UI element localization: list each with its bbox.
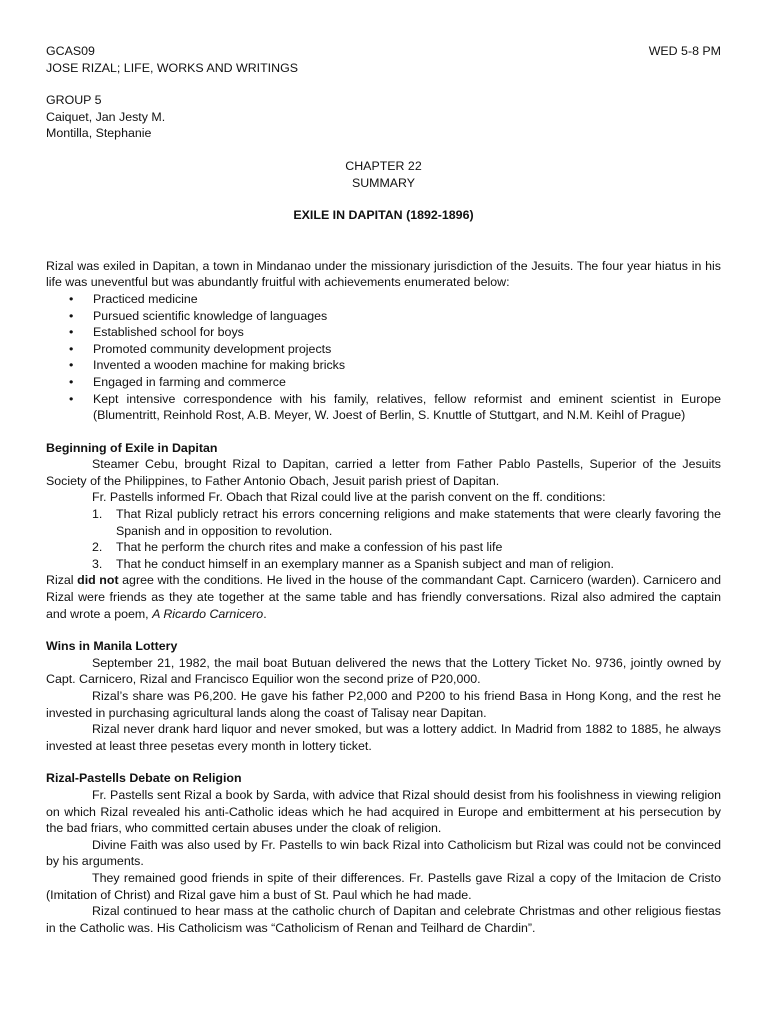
body-paragraph: Rizal continued to hear mass at the catholic church of Dapitan and celebrate Christmas and other religious fiestas in the Catholic was. His Catholicism was “Catholicism of Renan and Teilhard de Chardin”.	[46, 904, 721, 935]
document-content	[46, 43, 721, 936]
section-heading: Rizal-Pastells Debate on Religion	[46, 771, 242, 786]
body-paragraph: Steamer Cebu, brought Rizal to Dapitan, carried a letter from Father Pablo Pastells, Superior of the Jesuits Society of the Philippines, to Father Antonio Obach, Jesuit parish priest of Dapitan.	[46, 457, 721, 488]
list-item: 3. That he conduct himself in an exemplary manner as a Spanish subject and man of religion.	[92, 556, 614, 571]
body-paragraph: Fr. Pastells sent Rizal a book by Sarda, with advice that Rizal should desist from his foolishness in viewing religion on which Rizal revealed his anti-Catholic ideas which he had acquired in Europe and embitterment at his persecution by the bad friars, who committed certain abuses under the cloak of religion.	[46, 787, 721, 836]
list-item: • Engaged in farming and commerce	[46, 374, 721, 391]
list-item: • Established school for boys	[46, 324, 721, 341]
chapter-title: EXILE IN DAPITAN (1892-1896)	[293, 208, 474, 223]
list-item: 2. That he perform the church rites and make a confession of his past life	[92, 540, 503, 555]
list-item: • Kept intensive correspondence with his family, relatives, fellow reformist and eminent scientist in Europe (Blumentritt, Reinhold Rost, A.B. Meyer, W. Joest of Berlin, S. Knuttle of Stuttgart, and N.M. Keihl of Prague)	[46, 391, 721, 424]
body-paragraph: Rizal did not agree with the conditions. He lived in the house of the commandant Capt. Carnicero (warden). Carnicero and Rizal were friends as they ate together at the same table and has friendly conversations. Rizal also admired the captain and wrote a poem, A Ricardo Carnicero.	[46, 573, 721, 621]
list-item: • Promoted community development projects	[46, 341, 721, 358]
group-label: GROUP 5	[46, 93, 102, 108]
body-paragraph: Divine Faith was also used by Fr. Pastells to win back Rizal into Catholicism but Rizal was could not be convinced by his arguments.	[46, 837, 721, 869]
poem-title: A Ricardo Carnicero	[152, 606, 264, 621]
body-paragraph: Rizal’s share was P6,200. He gave his father P2,000 and P200 to his friend Basa in Hong Kong, and the rest he invested in purchasing agricultural lands along the coast of Talisay near Dapitan.	[46, 689, 721, 720]
course-code: GCAS09	[46, 44, 95, 58]
list-item: • Invented a wooden machine for making bricks	[46, 357, 721, 374]
achievements-list	[46, 291, 721, 424]
list-item: • Pursued scientific knowledge of languages	[46, 308, 721, 325]
group-member: Caiquet, Jan Jesty M.	[46, 109, 166, 124]
header-row	[46, 43, 721, 60]
list-item: • Practiced medicine	[46, 291, 721, 308]
course-title: JOSE RIZAL; LIFE, WORKS AND WRITINGS	[46, 60, 298, 75]
chapter-number: CHAPTER 22	[345, 158, 422, 173]
body-paragraph: Rizal never drank hard liquor and never smoked, but was a lottery addict. In Madrid from 1882 to 1885, he always invested at least three pesetas every month in lottery ticket.	[46, 722, 721, 753]
chapter-label: SUMMARY	[351, 175, 416, 190]
section-heading: Beginning of Exile in Dapitan	[46, 440, 218, 455]
body-paragraph: Fr. Pastells informed Fr. Obach that Rizal could live at the parish convent on the ff. conditions:	[92, 490, 606, 505]
class-schedule: WED 5-8 PM	[648, 44, 721, 58]
intro-paragraph: Rizal was exiled in Dapitan, a town in Mindanao under the missionary jurisdiction of the Jesuits. The four year hiatus in his life was uneventful but was abundantly fruitful with achievements enumerated below:	[46, 258, 721, 290]
body-paragraph: They remained good friends in spite of their differences. Fr. Pastells gave Rizal a copy of the Imitacion de Cristo (Imitation of Christ) and Rizal gave him a bust of St. Paul which he had made.	[46, 870, 721, 902]
conditions-list	[46, 506, 721, 572]
body-paragraph: September 21, 1982, the mail boat Butuan delivered the news that the Lottery Ticket No. 9736, jointly owned by Capt. Carnicero, Rizal and Francisco Equilior won the second prize of P20,000.	[46, 655, 721, 687]
list-item: 1. That Rizal publicly retract his errors concerning religions and make statements that were clearly favoring the Spanish and in opposition to revolution.	[92, 507, 721, 538]
group-member: Montilla, Stephanie	[46, 126, 152, 141]
section-heading: Wins in Manila Lottery	[46, 639, 178, 654]
